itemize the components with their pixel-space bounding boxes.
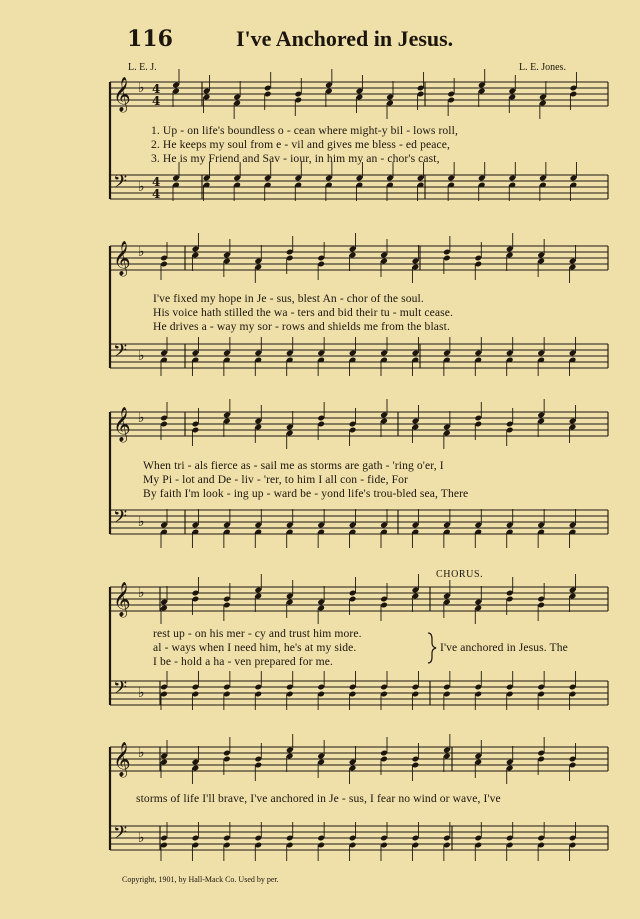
bass-clef-icon: 𝄢	[113, 678, 128, 703]
flat-icon: ♭	[138, 348, 145, 364]
flat-icon: ♭	[138, 80, 145, 96]
flat-icon: ♭	[138, 244, 145, 260]
lyric-line: I've fixed my hope in Je - sus, blest An - chor of the soul.	[153, 292, 424, 305]
treble-clef-icon: 𝄞	[113, 582, 131, 617]
lyric-line: He drives a - way my sor - rows and shields me from the blast.	[153, 320, 450, 333]
treble-clef-icon: 𝄞	[113, 77, 131, 112]
flat-icon: ♭	[138, 179, 145, 195]
lyric-line: When tri - als fierce as - sail me as storms are gath - 'ring o'er, I	[143, 459, 444, 472]
lyric-line: 2. He keeps my soul from e - vil and gives me bless - ed peace,	[151, 138, 450, 151]
time-signature-digit: 4	[152, 82, 161, 96]
bass-clef-icon: 𝄢	[113, 172, 128, 197]
time-signature-digit: 4	[152, 175, 161, 189]
lyric-line: rest up - on his mer - cy and trust him more.	[153, 627, 362, 640]
flat-icon: ♭	[138, 410, 145, 426]
composer-credit: L. E. Jones.	[519, 62, 566, 73]
treble-clef-icon: 𝄞	[113, 742, 131, 777]
chorus-brace	[428, 633, 436, 663]
flat-icon: ♭	[138, 830, 145, 846]
lyric-line: I be - hold a ha - ven prepared for me.	[153, 655, 333, 668]
staff-system	[110, 399, 608, 548]
flat-icon: ♭	[138, 585, 145, 601]
lyric-line: My Pi - lot and De - liv - 'rer, to him I all con - fide, For	[143, 473, 408, 486]
lyricist-credit: L. E. J.	[128, 62, 157, 73]
time-signature-digit: 4	[152, 94, 161, 108]
flat-icon: ♭	[138, 745, 145, 761]
treble-clef-icon: 𝄞	[113, 241, 131, 276]
bass-clef-icon: 𝄢	[113, 507, 128, 532]
bass-clef-icon: 𝄢	[113, 823, 128, 848]
staff-system	[110, 233, 608, 376]
staff-systems	[110, 69, 608, 861]
lyric-line: 3. He is my Friend and Sav - iour, in him my an - chor's cast,	[151, 152, 440, 165]
lyric-line: 1. Up - on life's boundless o - cean where might-y bil - lows roll,	[151, 124, 458, 137]
lyric-line: His voice hath stilled the wa - ters and bid their tu - mult cease.	[153, 306, 454, 319]
time-signature-digit: 4	[152, 187, 161, 201]
staff-system	[110, 69, 608, 201]
hymn-number: 116	[127, 26, 173, 52]
staff-system	[110, 574, 608, 710]
chorus-lyric: I've anchored in Jesus. The	[440, 641, 568, 654]
staff-system	[110, 734, 608, 861]
copyright-notice: Copyright, 1901, by Hall-Mack Co. Used by per.	[122, 875, 279, 884]
lyric-line: By faith I'm look - ing up - ward be - yond life's trou-bled sea, There	[143, 487, 469, 500]
flat-icon: ♭	[138, 514, 145, 530]
hymn-title: I've Anchored in Jesus.	[236, 26, 454, 51]
lyric-line: al - ways when I need him, he's at my side.	[153, 641, 357, 654]
bass-clef-icon: 𝄢	[113, 341, 128, 366]
lyric-line: storms of life I'll brave, I've anchored in Je - sus, I fear no wind or wave, I've	[136, 792, 501, 805]
treble-clef-icon: 𝄞	[113, 407, 131, 442]
flat-icon: ♭	[138, 685, 145, 701]
chorus-label: CHORUS.	[436, 569, 484, 580]
